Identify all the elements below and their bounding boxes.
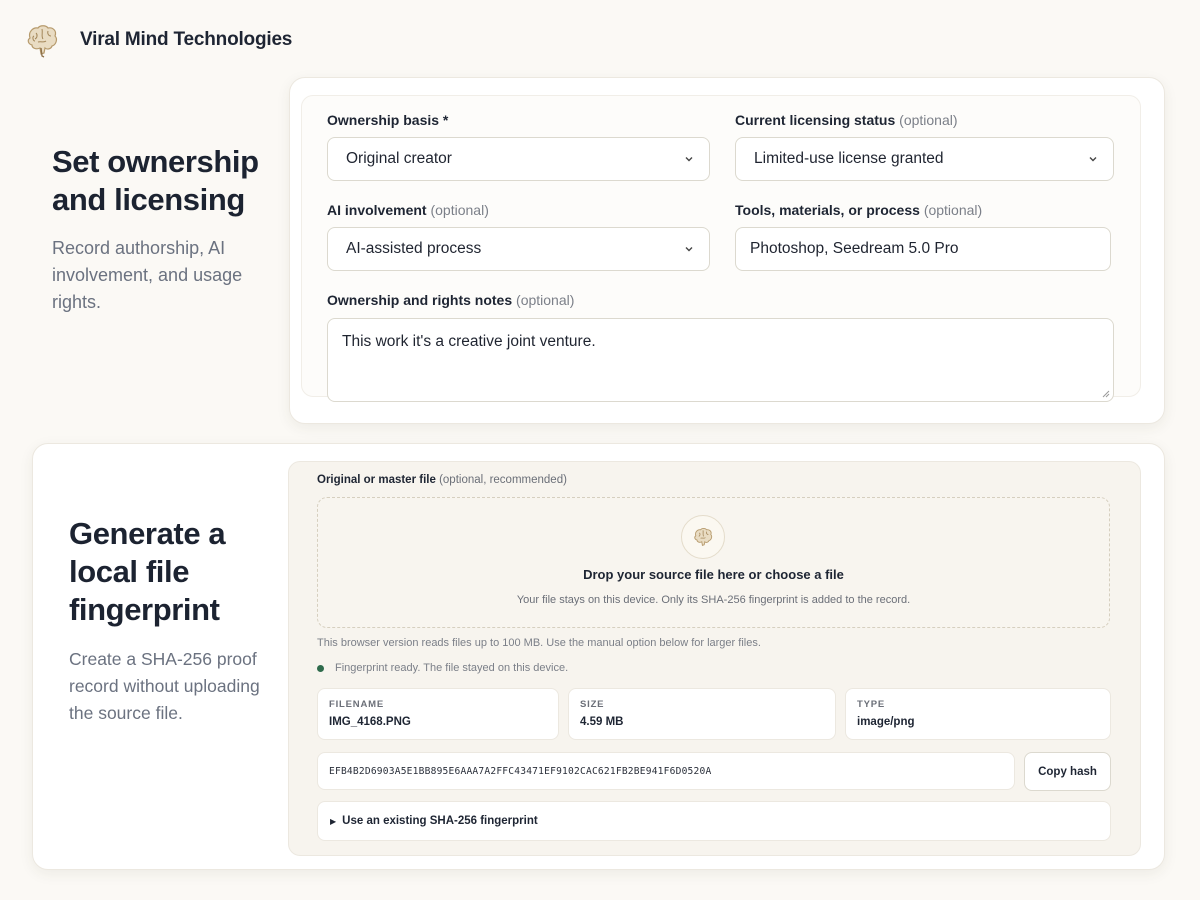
ownership-basis-label: Ownership basis *: [327, 112, 449, 128]
chevron-down-icon: [683, 243, 695, 255]
copy-hash-button[interactable]: Copy hash: [1024, 752, 1111, 791]
brain-icon: [691, 525, 715, 549]
filename-label: FILENAME: [329, 699, 384, 710]
dropzone-icon-badge: [681, 515, 725, 559]
notes-label: Ownership and rights notes (optional): [327, 292, 575, 308]
type-card: [845, 688, 1111, 740]
fingerprint-status-text: Fingerprint ready. The file stayed on this device.: [335, 662, 569, 674]
ai-involvement-value: AI-assisted process: [346, 240, 482, 257]
file-size-note: This browser version reads files up to 100 MB. Use the manual option below for larger files.: [317, 637, 761, 649]
file-dropzone[interactable]: [317, 497, 1110, 628]
licensing-status-value: Limited-use license granted: [754, 150, 944, 167]
size-value: 4.59 MB: [580, 716, 624, 728]
dropzone-title: Drop your source file here or choose a file: [583, 567, 844, 582]
ai-involvement-label: AI involvement (optional): [327, 202, 489, 218]
size-card: [568, 688, 836, 740]
manual-fingerprint-label: Use an existing SHA-256 fingerprint: [342, 815, 538, 827]
tools-label: Tools, materials, or process (optional): [735, 202, 983, 218]
ownership-basis-select[interactable]: [327, 137, 710, 181]
brand: [22, 20, 292, 60]
fingerprint-panel: [288, 461, 1141, 856]
tools-input[interactable]: [735, 227, 1111, 271]
ownership-section-title: Set ownership and licensing: [52, 144, 259, 217]
fingerprint-section-title: Generate a local file fingerprint: [69, 516, 226, 627]
ownership-basis-value: Original creator: [346, 150, 452, 167]
status-dot-icon: [317, 665, 324, 672]
dropzone-subtitle: Your file stays on this device. Only its SHA-256 fingerprint is added to the record.: [516, 594, 911, 606]
resize-grip-icon[interactable]: [1101, 389, 1110, 398]
fingerprint-status: [317, 662, 568, 674]
type-label: TYPE: [857, 699, 886, 710]
fingerprint-section-description: Create a SHA-256 proof record without uploading the source file.: [69, 649, 260, 723]
licensing-status-select[interactable]: [735, 137, 1114, 181]
type-value: image/png: [857, 716, 915, 728]
ai-involvement-select[interactable]: [327, 227, 710, 271]
filename-value: IMG_4168.PNG: [329, 716, 411, 728]
notes-textarea[interactable]: [327, 318, 1114, 402]
manual-fingerprint-toggle[interactable]: [317, 801, 1111, 841]
size-label: SIZE: [580, 699, 605, 710]
licensing-status-label: Current licensing status (optional): [735, 112, 958, 128]
brand-name: Viral Mind Technologies: [80, 29, 293, 50]
chevron-down-icon: [1087, 153, 1099, 165]
brain-icon: [22, 20, 62, 60]
hash-field[interactable]: [317, 752, 1015, 790]
tools-value: Photoshop, Seedream 5.0 Pro: [750, 240, 959, 257]
ownership-section-description: Record authorship, AI involvement, and usage rights.: [52, 238, 243, 312]
chevron-down-icon: [683, 153, 695, 165]
notes-value: This work it's a creative joint venture.: [342, 333, 596, 350]
hash-value: EFB4B2D6903A5E1BB895E6AAA7A2FFC43471EF9102CAC621FB2BE941F6D0520A: [329, 765, 712, 777]
disclosure-triangle-icon: ▶: [330, 816, 337, 826]
fingerprint-card: [32, 443, 1165, 870]
filename-card: [317, 688, 559, 740]
source-file-label: Original or master file (optional, recommended): [317, 474, 567, 486]
